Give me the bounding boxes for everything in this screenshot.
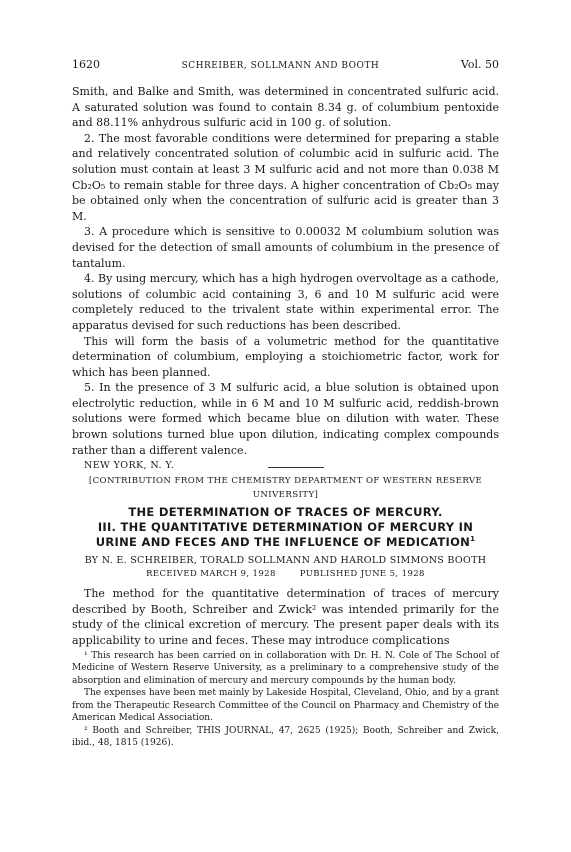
footnote: ¹ This research has been carried on in collaboration with Dr. H. N. Cole of The School of Medicine of Western Reserve University, as a preliminary to a comprehensive study of the absorption and elimination of mercury and mercury compounds by the human body. xyxy=(72,650,499,686)
running-title: SCHREIBER, SOLLMANN AND BOOTH xyxy=(181,61,380,71)
date-line xyxy=(72,568,499,581)
intro-paragraph: The method for the quantitative determination of traces of mercury described by Booth, Schreiber and Zwick² was intended primarily for the study of the clinical excretion of mercury. The present paper deals with its applicability to urine and feces. These may introduce complications xyxy=(72,587,499,648)
summary-paragraph: 3. A procedure which is sensitive to 0.00032 M columbium solution was devised for the detection of small amounts of columbium in the presence of tantalum. xyxy=(72,225,499,270)
summary-paragraph: This will form the basis of a volumetric method for the quantitative determination of columbium, employing a stoichiometric factor, work for which has been planned. xyxy=(72,334,499,379)
footnotes xyxy=(72,650,499,750)
article-title xyxy=(72,505,499,550)
title-footnote-mark: 1 xyxy=(470,535,476,544)
footnote: The expenses have been met mainly by Lakeside Hospital, Cleveland, Ohio, and by a grant from the Therapeutic Research Committee of the Council on Pharmacy and Chemistry of the American Medical Association. xyxy=(72,688,499,724)
journal-page xyxy=(72,58,499,750)
summary-section xyxy=(72,84,499,458)
title-line-1: THE DETERMINATION OF TRACES OF MERCURY. xyxy=(128,505,443,520)
volume-label: Vol. 50 xyxy=(460,58,499,71)
author-line: BY N. E. SCHREIBER, TORALD SOLLMANN AND HAROLD SIMMONS BOOTH xyxy=(84,555,487,567)
article-body xyxy=(72,586,499,648)
location-line: NEW YORK, N. Y. xyxy=(84,460,175,472)
summary-paragraph: 2. The most favorable conditions were determined for preparing a stable and relatively concentrated solution of columbic acid in sulfuric acid. The solution must contain at least 3 M sulfuric acid and not more than 0.038 M Cb₂O₅ to remain stable for three days. A higher concentration of Cb₂O₅ may be obtained only when the concentration of sulfuric acid is greater than 3 M. xyxy=(72,131,499,223)
title-line-2: III. THE QUANTITATIVE DETERMINATION OF MERCURY IN xyxy=(97,520,474,535)
contribution-line: [CONTRIBUTION FROM THE CHEMISTRY DEPARTMENT OF WESTERN RESERVE UNIVERSITY] xyxy=(88,476,483,501)
section-divider xyxy=(268,467,324,468)
page-number: 1620 xyxy=(72,58,100,71)
title-line-3: URINE AND FECES AND THE INFLUENCE OF MEDICATION xyxy=(95,535,471,550)
summary-paragraph: 4. By using mercury, which has a high hydrogen overvoltage as a cathode, solutions of columbic acid containing 3, 6 and 10 M sulfuric acid were completely reduced to the trivalent state within experimental error. The apparatus devised for such reductions has been described. xyxy=(72,272,499,332)
published-date: PUBLISHED JUNE 5, 1928 xyxy=(299,569,425,580)
running-header xyxy=(72,58,499,78)
received-date: RECEIVED MARCH 9, 1928 xyxy=(146,569,276,580)
footnote: ² Booth and Schreiber, THIS JOURNAL, 47, 2625 (1925); Booth, Schreiber and Zwick, ibid., 48, 1815 (1926). xyxy=(72,725,499,749)
summary-paragraph: Smith, and Balke and Smith, was determined in concentrated sulfuric acid. A saturated solution was found to contain 8.34 g. of columbium pentoxide and 88.11% anhydrous sulfuric acid in 100 g. of solution. xyxy=(72,85,499,130)
summary-paragraph: 5. In the presence of 3 M sulfuric acid, a blue solution is obtained upon electrolytic reduction, while in 6 M and 10 M sulfuric acid, reddish-brown solutions were formed which became blue on dilution with water. These brown solutions turned blue upon dilution, indicating complex compounds rather than a different valence. xyxy=(72,381,499,457)
